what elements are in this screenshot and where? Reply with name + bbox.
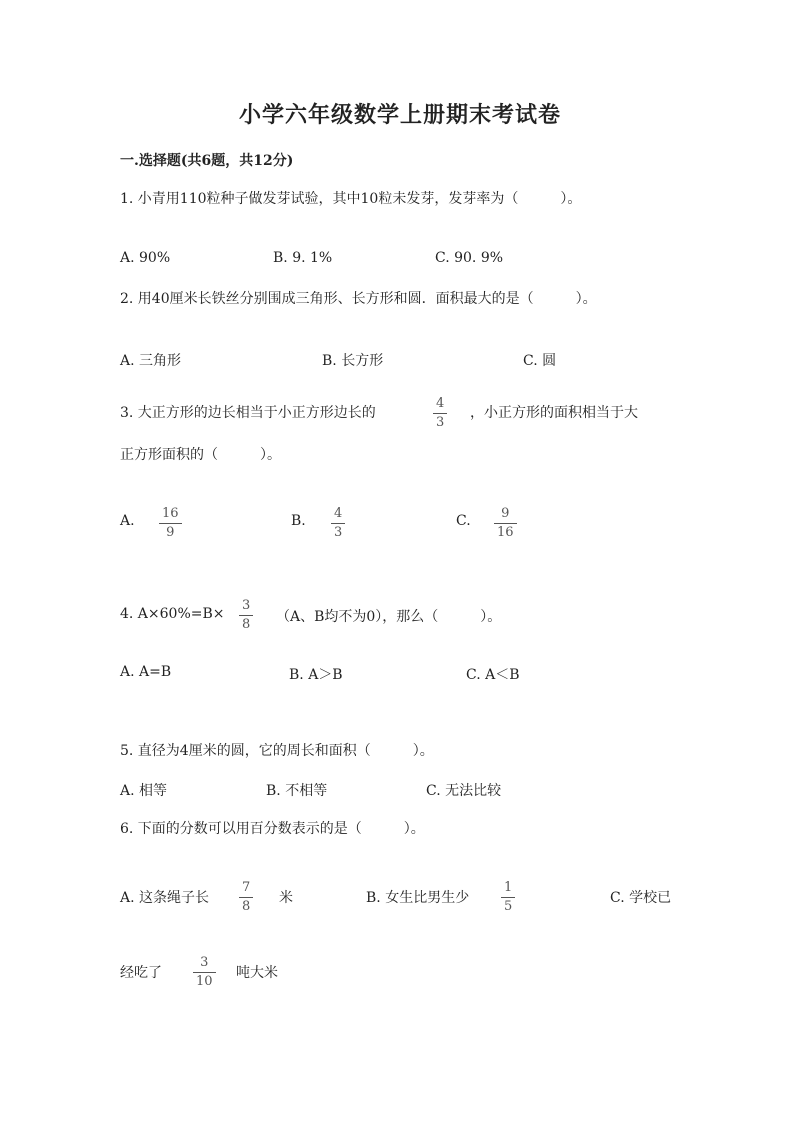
question-5-stem: 5. 直径为4厘米的圆，它的周长和面积（ ）。 [120, 743, 434, 759]
fraction-bar [331, 523, 345, 524]
question-1-option-a[interactable]: A. 90% [120, 250, 171, 266]
question-6-option-c-unit: 吨大米 [236, 965, 278, 981]
question-6-option-a-text[interactable]: A. 这条绳子长 [120, 890, 210, 906]
fraction-numerator: 4 [334, 506, 343, 521]
question-6-option-c-text[interactable]: C. 学校已 [610, 890, 672, 906]
fraction-bar [501, 897, 515, 898]
question-2-option-b[interactable]: B. 长方形 [322, 353, 384, 369]
question-6-option-b-text[interactable]: B. 女生比男生少 [366, 890, 470, 906]
question-6-option-c-line2: 经吃了 [120, 965, 162, 981]
fraction-numerator: 1 [504, 880, 513, 895]
fraction-denominator: 16 [497, 525, 514, 540]
fraction-bar [433, 413, 447, 414]
question-4-stem-part1: 4. A×60%=B× [120, 606, 225, 622]
fraction-denominator: 5 [504, 899, 513, 914]
question-3-option-a-fraction[interactable] [159, 506, 182, 541]
question-5-option-c[interactable]: C. 无法比较 [426, 783, 502, 799]
question-3-stem-line2: 正方形面积的（ ）。 [120, 447, 281, 463]
question-2-option-a[interactable]: A. 三角形 [120, 353, 182, 369]
fraction-bar [159, 523, 182, 524]
fraction-numerator: 4 [436, 396, 445, 411]
fraction-numerator: 16 [162, 506, 179, 521]
question-2-option-c[interactable]: C. 圆 [523, 353, 557, 369]
fraction-denominator: 8 [242, 617, 251, 632]
question-1-option-b[interactable]: B. 9. 1% [273, 250, 333, 266]
question-6-option-c-fraction[interactable] [193, 955, 216, 990]
question-4-option-c[interactable]: C. A＜B [466, 667, 520, 683]
question-6-option-a-fraction[interactable] [239, 880, 253, 915]
fraction-numerator: 3 [242, 598, 251, 613]
fraction-denominator: 9 [166, 525, 175, 540]
question-1-option-c[interactable]: C. 90. 9% [435, 250, 504, 266]
question-3-fraction [433, 396, 447, 431]
question-3-option-c-fraction[interactable] [494, 506, 517, 541]
question-3-stem-part2: ，小正方形的面积相当于大 [470, 405, 638, 421]
question-4-option-b[interactable]: B. A＞B [289, 667, 343, 683]
question-2-stem: 2. 用40厘米长铁丝分别围成三角形、长方形和圆．面积最大的是（ ）。 [120, 291, 597, 307]
question-3-stem-part1: 3. 大正方形的边长相当于小正方形边长的 [120, 405, 376, 421]
question-5-option-a[interactable]: A. 相等 [120, 783, 168, 799]
question-4-option-a[interactable]: A. A=B [120, 664, 172, 680]
question-6-stem: 6. 下面的分数可以用百分数表示的是（ ）。 [120, 821, 425, 837]
question-3-option-b-label[interactable]: B. [291, 513, 306, 529]
fraction-denominator: 8 [242, 899, 251, 914]
question-6-option-a-unit: 米 [279, 890, 293, 906]
fraction-numerator: 9 [501, 506, 510, 521]
fraction-denominator: 3 [334, 525, 343, 540]
fraction-bar [239, 897, 253, 898]
fraction-bar [193, 972, 216, 973]
question-3-option-a-label[interactable]: A. [120, 513, 135, 529]
question-3-option-c-label[interactable]: C. [456, 513, 471, 529]
fraction-numerator: 3 [200, 955, 209, 970]
question-4-fraction [239, 598, 253, 633]
question-6-option-b-fraction[interactable] [501, 880, 515, 915]
page-title: 小学六年级数学上册期末考试卷 [238, 102, 561, 128]
fraction-denominator: 3 [436, 415, 445, 430]
question-3-option-b-fraction[interactable] [331, 506, 345, 541]
question-5-option-b[interactable]: B. 不相等 [266, 783, 328, 799]
question-1-stem: 1. 小青用110粒种子做发芽试验，其中10粒未发芽，发芽率为（ ）。 [120, 191, 582, 207]
question-4-stem-part2: （A、B均不为0），那么（ ）。 [276, 609, 502, 625]
section-heading: 一.选择题(共6题，共12分) [120, 153, 294, 169]
fraction-denominator: 10 [196, 974, 213, 989]
fraction-bar [494, 523, 517, 524]
fraction-numerator: 7 [242, 880, 251, 895]
fraction-bar [239, 615, 253, 616]
